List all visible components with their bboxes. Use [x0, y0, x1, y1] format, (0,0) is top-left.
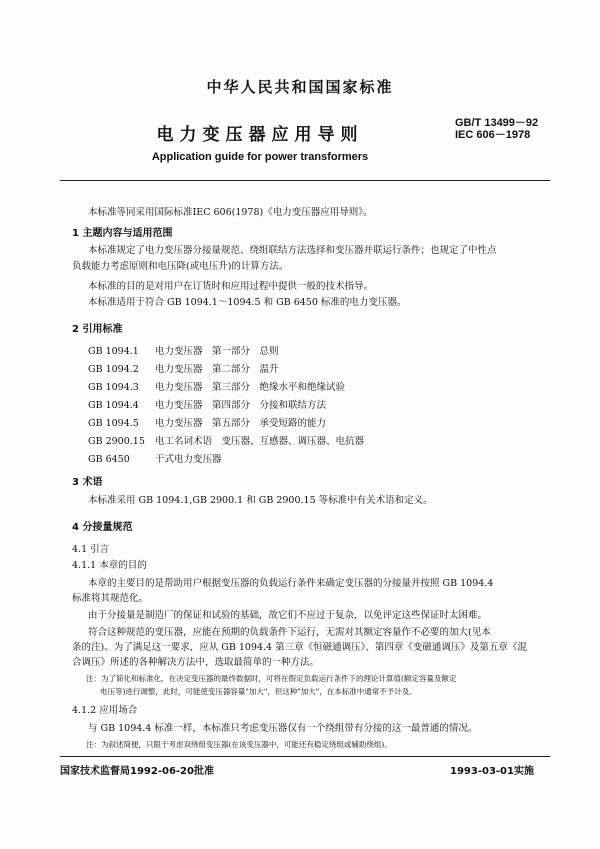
reference-code: GB 1094.3 [88, 382, 139, 393]
iec-code: IEC 606－1978 [455, 129, 531, 141]
reference-item [88, 381, 345, 394]
reference-item [88, 363, 279, 376]
subsection-4-1-heading: 4.1 引言 [72, 544, 110, 555]
section-4-paragraph-1-line-1: 本章的主要目的是帮助用户根据变压器的负载运行条件来确定变压器的分接量并按照 GB 1094.4 [88, 578, 494, 589]
standard-code: GB/T 13499－92 [455, 117, 539, 129]
section-4-paragraph-3-line-1: 符合这种规范的变压器，应能在预期的负载条件下运行，无需对其额定容量作不必要的加大(见本 [88, 627, 491, 638]
reference-code: GB 1094.4 [88, 400, 139, 411]
intro-paragraph: 本标准等同采用国际标准IEC 606(1978)《电力变压器应用导则》。 [88, 207, 373, 218]
reference-item [88, 399, 326, 412]
section-4-paragraph-3-line-3: 合调压》所述的各种解决方法中，选取最简单的一种方法。 [72, 657, 320, 668]
reference-item [88, 453, 222, 466]
section-4-paragraph-2: 由于分接量是制造厂的保证和试验的基础，故它们不应过于复杂，以免评定这些保证时太困难。 [88, 610, 488, 621]
implementation-date: 1993-03-01实施 [450, 766, 534, 777]
section-1-paragraph-1-line-1: 本标准规定了电力变压器分接量规范、绕组联结方法选择和变压器并联运行条件；也规定了中性点 [88, 245, 497, 256]
section-4-paragraph-3-line-2: 条的注)。为了满足这一要求，应从 GB 1094.4 第三章《恒磁通调压》、第四章《变磁通调压》及第五章《混 [72, 642, 527, 653]
reference-code: GB 1094.2 [88, 364, 139, 375]
approval-date: 国家技术监督局1992-06-20批准 [60, 766, 214, 777]
reference-item [88, 435, 364, 448]
note-1-line-1: 注：为了简化和标准化，在决定变压器的最终数据时，可将在假定负载运行条件下的理论计算值(额定容量及额定 [86, 674, 457, 683]
document-title-cn: 电力变压器应用导则 [156, 125, 364, 145]
section-3-paragraph: 本标准采用 GB 1094.1,GB 2900.1 和 GB 2900.15 等标准中有关术语和定义。 [88, 495, 433, 506]
reference-item [88, 417, 326, 430]
reference-code: GB 1094.1 [88, 346, 139, 357]
reference-text: 电力变压器 第二部分 温升 [155, 364, 279, 375]
reference-text: 电力变压器 第一部分 总则 [155, 346, 279, 357]
subsection-4-1-1-heading: 4.1.1 本章的目的 [72, 560, 147, 571]
reference-text: 干式电力变压器 [155, 454, 222, 465]
header-divider [60, 180, 550, 181]
section-1-paragraph-3: 本标准适用于符合 GB 1094.1～1094.5 和 GB 6450 标准的电力变压器。 [88, 297, 407, 308]
national-standard-heading: 中华人民共和国国家标准 [206, 78, 394, 96]
note-2: 注：为叙述简便，只限于考虑双绕组变压器(在该变压器中，可能还有稳定绕组或辅助绕组)。 [86, 740, 392, 749]
reference-text: 电力变压器 第五部分 承受短路的能力 [155, 418, 327, 429]
section-4-paragraph-4: 与 GB 1094.4 标准一样，本标准只考虑变压器仅有一个绕组带有分接的这一最普通的情况。 [88, 723, 478, 734]
reference-code: GB 1094.5 [88, 418, 139, 429]
section-1-paragraph-1-line-2: 负载能力考虑原则和电压降(或电压升)的计算方法。 [72, 261, 289, 272]
subsection-4-1-2-heading: 4.1.2 应用场合 [72, 705, 138, 716]
reference-text: 电力变压器 第四部分 分接和联结方法 [155, 400, 327, 411]
section-2-heading: 2 引用标准 [72, 324, 123, 335]
section-4-heading: 4 分接量规范 [72, 522, 133, 533]
reference-text: 电工名词术语 变压器、互感器、调压器、电抗器 [155, 436, 365, 447]
reference-code: GB 2900.15 [88, 436, 145, 447]
reference-code: GB 6450 [88, 454, 130, 465]
section-4-paragraph-1-line-2: 标准将其规范化。 [72, 593, 149, 604]
reference-item [88, 345, 279, 358]
section-1-paragraph-2: 本标准的目的是对用户在订货时和应用过程中提供一般的技术指导。 [88, 281, 374, 292]
section-1-heading: 1 主题内容与适用范围 [72, 228, 173, 239]
footer-divider [60, 756, 550, 757]
note-1-line-2: 电压等)进行调整，此时，可能使变压器容量"加大"，但这种"加大"，在本标准中通常不予计及。 [100, 687, 417, 696]
reference-text: 电力变压器 第三部分 绝缘水平和绝缘试验 [155, 382, 346, 393]
document-title-en: Application guide for power transformers [151, 151, 369, 163]
section-3-heading: 3 术语 [72, 477, 103, 488]
